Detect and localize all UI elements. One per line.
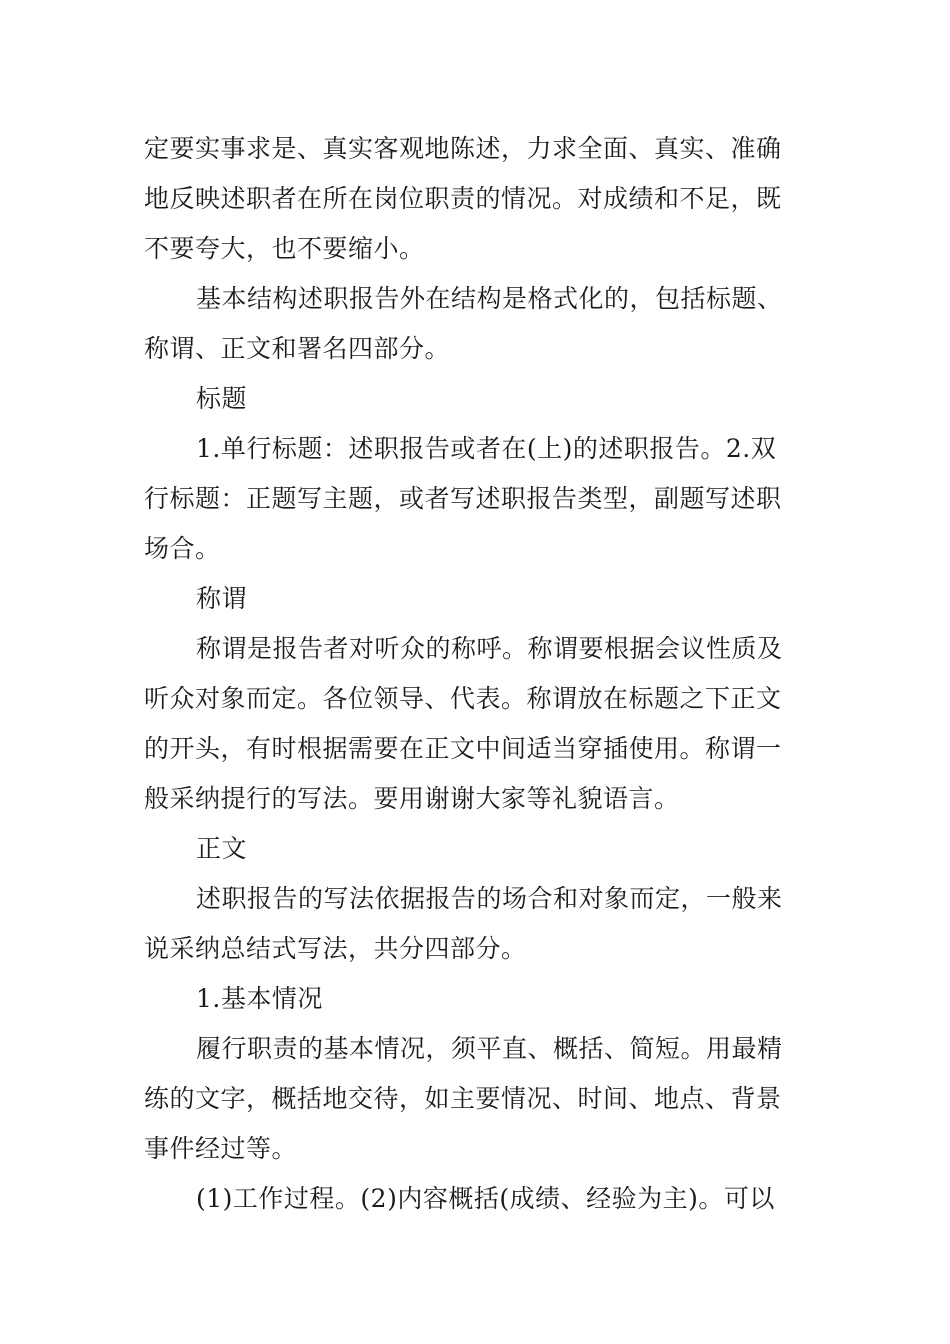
- section-heading-body: 正文: [196, 834, 248, 863]
- body-text-line: 般采纳提行的写法。要用谢谢大家等礼貌语言。: [144, 784, 680, 813]
- body-text-line: 不要夸大，也不要缩小。: [144, 234, 425, 263]
- body-text-line: 行标题：正题写主题，或者写述职报告类型，副题写述职: [144, 484, 782, 513]
- paragraph-start-line: 基本结构述职报告外在结构是格式化的，包括标题、: [196, 284, 783, 313]
- section-heading-salutation: 称谓: [196, 584, 248, 613]
- body-text-line: 场合。: [144, 534, 221, 563]
- paragraph-start-line: 履行职责的基本情况，须平直、概括、简短。用最精: [196, 1034, 783, 1063]
- body-text-line: 定要实事求是、真实客观地陈述，力求全面、真实、准确: [144, 134, 782, 163]
- paragraph-start-line: 述职报告的写法依据报告的场合和对象而定，一般来: [196, 884, 783, 913]
- body-text-line: 听众对象而定。各位领导、代表。称谓放在标题之下正文: [144, 684, 782, 713]
- body-text-line: 练的文字，概括地交待，如主要情况、时间、地点、背景: [144, 1084, 782, 1113]
- paragraph-start-line: 称谓是报告者对听众的称呼。称谓要根据会议性质及: [196, 634, 783, 663]
- body-text-line: 事件经过等。: [144, 1134, 298, 1163]
- section-heading-title: 标题: [196, 384, 248, 413]
- subsection-heading-basic-situation: 1.基本情况: [196, 984, 323, 1013]
- paragraph-start-line: 1.单行标题：述职报告或者在(上)的述职报告。2.双: [196, 434, 777, 463]
- body-text-line: 说采纳总结式写法，共分四部分。: [144, 934, 527, 963]
- body-text-line: 地反映述职者在所在岗位职责的情况。对成绩和不足，既: [144, 184, 782, 213]
- paragraph-start-line: (1)工作过程。(2)内容概括(成绩、经验为主)。可以: [196, 1184, 775, 1213]
- body-text-line: 称谓、正文和署名四部分。: [144, 334, 451, 363]
- body-text-line: 的开头，有时根据需要在正文中间适当穿插使用。称谓一: [144, 734, 782, 763]
